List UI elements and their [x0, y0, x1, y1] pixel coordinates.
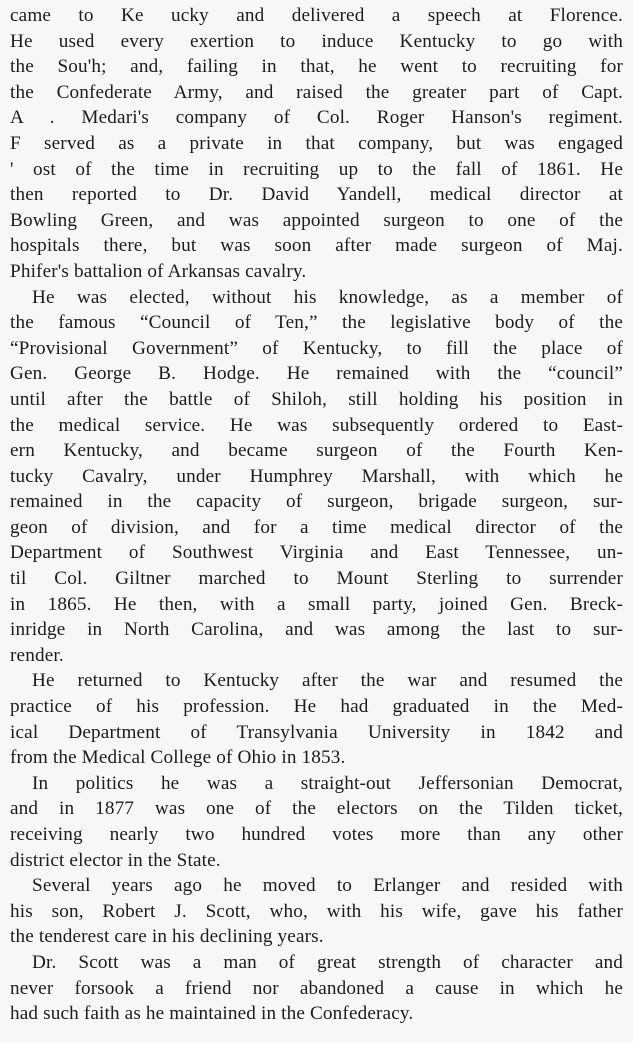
text-line: district elector in the State. [10, 849, 221, 871]
text-line: ' ost of the time in recruiting up to the fall of 1861. He [10, 158, 623, 180]
text-line: had such faith as he maintained in the Confederacy. [10, 1003, 414, 1025]
text-line: the medical service. He was subsequently ordered to East- [10, 414, 623, 436]
text-line: A . Medari's company of Col. Roger Hanson's regiment. [10, 107, 623, 129]
text-line: then reported to Dr. David Yandell, medical director at [10, 184, 623, 206]
text-line: He used every exertion to induce Kentucky to go with [10, 30, 623, 52]
text-line: remained in the capacity of surgeon, brigade surgeon, sur- [10, 491, 623, 513]
text-line: ical Department of Transylvania University in 1842 and [10, 721, 623, 743]
text-line: render. [10, 644, 64, 666]
text-line: tucky Cavalry, under Humphrey Marshall, with which he [10, 465, 623, 487]
text-line: came to Ke ucky and delivered a speech at Florence. [10, 5, 623, 26]
paragraph [10, 950, 623, 1027]
paragraph [10, 873, 623, 950]
text-line: Dr. Scott was a man of great strength of character and [32, 951, 623, 973]
text-line: receiving nearly two hundred votes more than any other [10, 824, 623, 845]
text-line: ern Kentucky, and became surgeon of the Fourth Ken- [10, 440, 623, 462]
text-line: He returned to Kentucky after the war and resumed the [32, 670, 623, 692]
text-line: “Provisional Government” of Kentucky, to fill the place of [10, 337, 623, 359]
text-line: Bowling Green, and was appointed surgeon to one of the [10, 209, 623, 231]
text-line: the Sou'h; and, failing in that, he went to recruiting for [10, 56, 623, 78]
text-line: from the Medical College of Ohio in 1853. [10, 747, 346, 769]
text-line: Department of Southwest Virginia and East Tennessee, un- [10, 542, 623, 564]
text-line: the famous “Council of Ten,” the legislative body of the [10, 312, 623, 334]
paragraph [10, 285, 623, 669]
text-line: and in 1877 was one of the electors on the Tilden ticket, [10, 798, 623, 820]
text-line: Gen. George B. Hodge. He remained with the “council” [10, 363, 623, 385]
text-line: practice of his profession. He had graduated in the Med- [10, 696, 623, 718]
text-line: F served as a private in that company, but was engaged [10, 132, 623, 154]
paragraph [10, 668, 623, 770]
text-line: In politics he was a straight-out Jeffersonian Democrat, [32, 772, 623, 794]
text-line: geon of division, and for a time medical director of the [10, 516, 623, 538]
paragraph [10, 771, 623, 873]
text-line: until after the battle of Shiloh, still holding his position in [10, 388, 623, 410]
text-line: hospitals there, but was soon after made surgeon of Maj. [10, 235, 623, 257]
text-line: He was elected, without his knowledge, as a member of [32, 286, 623, 308]
text-line: inridge in North Carolina, and was among the last to sur- [10, 619, 623, 641]
text-line: the Confederate Army, and raised the greater part of Capt. [10, 81, 623, 103]
text-line: never forsook a friend nor abandoned a cause in which he [10, 977, 623, 999]
text-line: the tenderest care in his declining years. [10, 926, 324, 948]
text-line: his son, Robert J. Scott, who, with his wife, gave his father [10, 900, 623, 922]
text-line: Several years ago he moved to Erlanger and resided with [32, 875, 623, 897]
text-line: Phifer's battalion of Arkansas cavalry. [10, 260, 307, 282]
text-line: in 1865. He then, with a small party, joined Gen. Breck- [10, 593, 623, 615]
paragraph [10, 3, 623, 285]
text-line: til Col. Giltner marched to Mount Sterling to surrender [10, 568, 623, 590]
